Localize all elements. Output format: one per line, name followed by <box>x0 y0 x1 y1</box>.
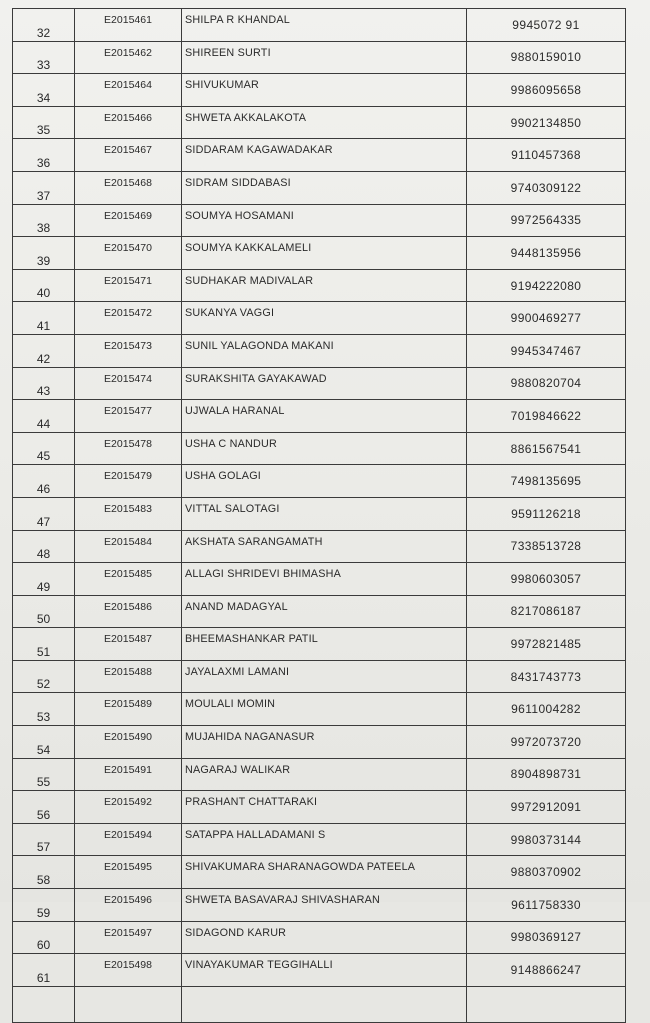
enrollment-id-cell: E2015478 <box>75 432 182 465</box>
student-table-body <box>13 9 626 1023</box>
empty-cell <box>13 986 75 1022</box>
serial-number-cell: 45 <box>13 432 75 465</box>
serial-number-cell: 49 <box>13 563 75 596</box>
serial-number-cell: 53 <box>13 693 75 726</box>
serial-number-cell: 38 <box>13 204 75 237</box>
empty-cell <box>75 986 182 1022</box>
table-row <box>13 171 626 204</box>
table-row <box>13 237 626 270</box>
table-row <box>13 791 626 824</box>
enrollment-id-cell: E2015462 <box>75 41 182 74</box>
student-name-cell: SIDAGOND KARUR <box>182 921 467 954</box>
phone-number-cell: 9110457368 <box>467 139 626 172</box>
enrollment-id-cell: E2015473 <box>75 334 182 367</box>
table-row <box>13 432 626 465</box>
enrollment-id-cell: E2015487 <box>75 628 182 661</box>
student-name-cell: SATAPPA HALLADAMANI S <box>182 823 467 856</box>
serial-number-cell: 37 <box>13 171 75 204</box>
serial-number-cell: 56 <box>13 791 75 824</box>
phone-number-cell: 9980373144 <box>467 823 626 856</box>
enrollment-id-cell: E2015498 <box>75 954 182 987</box>
enrollment-id-cell: E2015466 <box>75 106 182 139</box>
student-name-cell: JAYALAXMI LAMANI <box>182 660 467 693</box>
serial-number-cell: 41 <box>13 302 75 335</box>
enrollment-id-cell: E2015490 <box>75 726 182 759</box>
serial-number-cell: 36 <box>13 139 75 172</box>
student-name-cell: VINAYAKUMAR TEGGIHALLI <box>182 954 467 987</box>
serial-number-cell: 55 <box>13 758 75 791</box>
student-name-cell: VITTAL SALOTAGI <box>182 497 467 530</box>
enrollment-id-cell: E2015485 <box>75 563 182 596</box>
phone-number-cell: 9972073720 <box>467 726 626 759</box>
student-name-cell: NAGARAJ WALIKAR <box>182 758 467 791</box>
enrollment-id-cell: E2015484 <box>75 530 182 563</box>
table-row <box>13 497 626 530</box>
table-row <box>13 41 626 74</box>
phone-number-cell: 9980369127 <box>467 921 626 954</box>
enrollment-id-cell: E2015469 <box>75 204 182 237</box>
phone-number-cell: 7019846622 <box>467 400 626 433</box>
phone-number-cell: 9194222080 <box>467 269 626 302</box>
student-name-cell: MUJAHIDA NAGANASUR <box>182 726 467 759</box>
table-row <box>13 9 626 42</box>
phone-number-cell: 9591126218 <box>467 497 626 530</box>
enrollment-id-cell: E2015474 <box>75 367 182 400</box>
serial-number-cell: 52 <box>13 660 75 693</box>
student-name-cell: SIDRAM SIDDABASI <box>182 171 467 204</box>
enrollment-id-cell: E2015479 <box>75 465 182 498</box>
serial-number-cell: 33 <box>13 41 75 74</box>
enrollment-id-cell: E2015470 <box>75 237 182 270</box>
table-row <box>13 693 626 726</box>
enrollment-id-cell: E2015496 <box>75 889 182 922</box>
student-name-cell: SUKANYA VAGGI <box>182 302 467 335</box>
serial-number-cell: 35 <box>13 106 75 139</box>
serial-number-cell: 54 <box>13 726 75 759</box>
serial-number-cell: 59 <box>13 889 75 922</box>
table-row <box>13 465 626 498</box>
student-name-cell: SUDHAKAR MADIVALAR <box>182 269 467 302</box>
enrollment-id-cell: E2015461 <box>75 9 182 42</box>
phone-number-cell: 7498135695 <box>467 465 626 498</box>
phone-number-cell: 9740309122 <box>467 171 626 204</box>
enrollment-id-cell: E2015464 <box>75 74 182 107</box>
table-row <box>13 106 626 139</box>
phone-number-cell: 9880820704 <box>467 367 626 400</box>
phone-number-cell: 9945072 91 <box>467 9 626 42</box>
serial-number-cell: 61 <box>13 954 75 987</box>
phone-number-cell: 8431743773 <box>467 660 626 693</box>
phone-number-cell: 9448135956 <box>467 237 626 270</box>
enrollment-id-cell: E2015468 <box>75 171 182 204</box>
table-row <box>13 302 626 335</box>
student-name-cell: UJWALA HARANAL <box>182 400 467 433</box>
phone-number-cell: 9880159010 <box>467 41 626 74</box>
enrollment-id-cell: E2015495 <box>75 856 182 889</box>
table-row <box>13 954 626 987</box>
enrollment-id-cell: E2015472 <box>75 302 182 335</box>
serial-number-cell: 39 <box>13 237 75 270</box>
table-row <box>13 139 626 172</box>
table-row <box>13 595 626 628</box>
serial-number-cell: 47 <box>13 497 75 530</box>
enrollment-id-cell: E2015488 <box>75 660 182 693</box>
enrollment-id-cell: E2015489 <box>75 693 182 726</box>
student-name-cell: SURAKSHITA GAYAKAWAD <box>182 367 467 400</box>
enrollment-id-cell: E2015467 <box>75 139 182 172</box>
enrollment-id-cell: E2015477 <box>75 400 182 433</box>
student-name-cell: SHIVAKUMARA SHARANAGOWDA PATEELA <box>182 856 467 889</box>
phone-number-cell: 9611004282 <box>467 693 626 726</box>
empty-row <box>13 986 626 1022</box>
enrollment-id-cell: E2015492 <box>75 791 182 824</box>
student-name-cell: SOUMYA KAKKALAMELI <box>182 237 467 270</box>
serial-number-cell: 46 <box>13 465 75 498</box>
student-name-cell: SIDDARAM KAGAWADAKAR <box>182 139 467 172</box>
phone-number-cell: 8861567541 <box>467 432 626 465</box>
serial-number-cell: 51 <box>13 628 75 661</box>
serial-number-cell: 34 <box>13 74 75 107</box>
student-name-cell: AKSHATA SARANGAMATH <box>182 530 467 563</box>
student-name-cell: SHILPA R KHANDAL <box>182 9 467 42</box>
student-name-cell: USHA GOLAGI <box>182 465 467 498</box>
phone-number-cell: 9880370902 <box>467 856 626 889</box>
serial-number-cell: 43 <box>13 367 75 400</box>
phone-number-cell: 9945347467 <box>467 334 626 367</box>
table-row <box>13 204 626 237</box>
student-name-cell: ALLAGI SHRIDEVI BHIMASHA <box>182 563 467 596</box>
phone-number-cell: 9611758330 <box>467 889 626 922</box>
phone-number-cell: 9900469277 <box>467 302 626 335</box>
student-name-cell: SUNIL YALAGONDA MAKANI <box>182 334 467 367</box>
serial-number-cell: 44 <box>13 400 75 433</box>
serial-number-cell: 60 <box>13 921 75 954</box>
table-row <box>13 563 626 596</box>
phone-number-cell: 9980603057 <box>467 563 626 596</box>
phone-number-cell: 9972564335 <box>467 204 626 237</box>
table-row <box>13 921 626 954</box>
enrollment-id-cell: E2015483 <box>75 497 182 530</box>
serial-number-cell: 48 <box>13 530 75 563</box>
student-name-cell: USHA C NANDUR <box>182 432 467 465</box>
table-row <box>13 758 626 791</box>
student-name-cell: SOUMYA HOSAMANI <box>182 204 467 237</box>
enrollment-id-cell: E2015471 <box>75 269 182 302</box>
table-row <box>13 889 626 922</box>
student-name-cell: SHWETA BASAVARAJ SHIVASHARAN <box>182 889 467 922</box>
serial-number-cell: 58 <box>13 856 75 889</box>
phone-number-cell: 8904898731 <box>467 758 626 791</box>
student-name-cell: SHIREEN SURTI <box>182 41 467 74</box>
table-row <box>13 530 626 563</box>
serial-number-cell: 42 <box>13 334 75 367</box>
table-row <box>13 660 626 693</box>
serial-number-cell: 57 <box>13 823 75 856</box>
serial-number-cell: 40 <box>13 269 75 302</box>
table-row <box>13 334 626 367</box>
table-row <box>13 726 626 759</box>
enrollment-id-cell: E2015494 <box>75 823 182 856</box>
student-name-cell: PRASHANT CHATTARAKI <box>182 791 467 824</box>
enrollment-id-cell: E2015497 <box>75 921 182 954</box>
empty-cell <box>467 986 626 1022</box>
student-table <box>12 8 626 1023</box>
phone-number-cell: 8217086187 <box>467 595 626 628</box>
student-name-cell: SHWETA AKKALAKOTA <box>182 106 467 139</box>
table-row <box>13 823 626 856</box>
student-name-cell: BHEEMASHANKAR PATIL <box>182 628 467 661</box>
table-row <box>13 856 626 889</box>
table-row <box>13 367 626 400</box>
phone-number-cell: 9902134850 <box>467 106 626 139</box>
phone-number-cell: 7338513728 <box>467 530 626 563</box>
table-row <box>13 74 626 107</box>
phone-number-cell: 9972912091 <box>467 791 626 824</box>
phone-number-cell: 9972821485 <box>467 628 626 661</box>
serial-number-cell: 32 <box>13 9 75 42</box>
table-row <box>13 400 626 433</box>
enrollment-id-cell: E2015486 <box>75 595 182 628</box>
student-name-cell: ANAND MADAGYAL <box>182 595 467 628</box>
student-name-cell: MOULALI MOMIN <box>182 693 467 726</box>
serial-number-cell: 50 <box>13 595 75 628</box>
student-name-cell: SHIVUKUMAR <box>182 74 467 107</box>
empty-cell <box>182 986 467 1022</box>
phone-number-cell: 9148866247 <box>467 954 626 987</box>
phone-number-cell: 9986095658 <box>467 74 626 107</box>
table-row <box>13 269 626 302</box>
table-row <box>13 628 626 661</box>
enrollment-id-cell: E2015491 <box>75 758 182 791</box>
